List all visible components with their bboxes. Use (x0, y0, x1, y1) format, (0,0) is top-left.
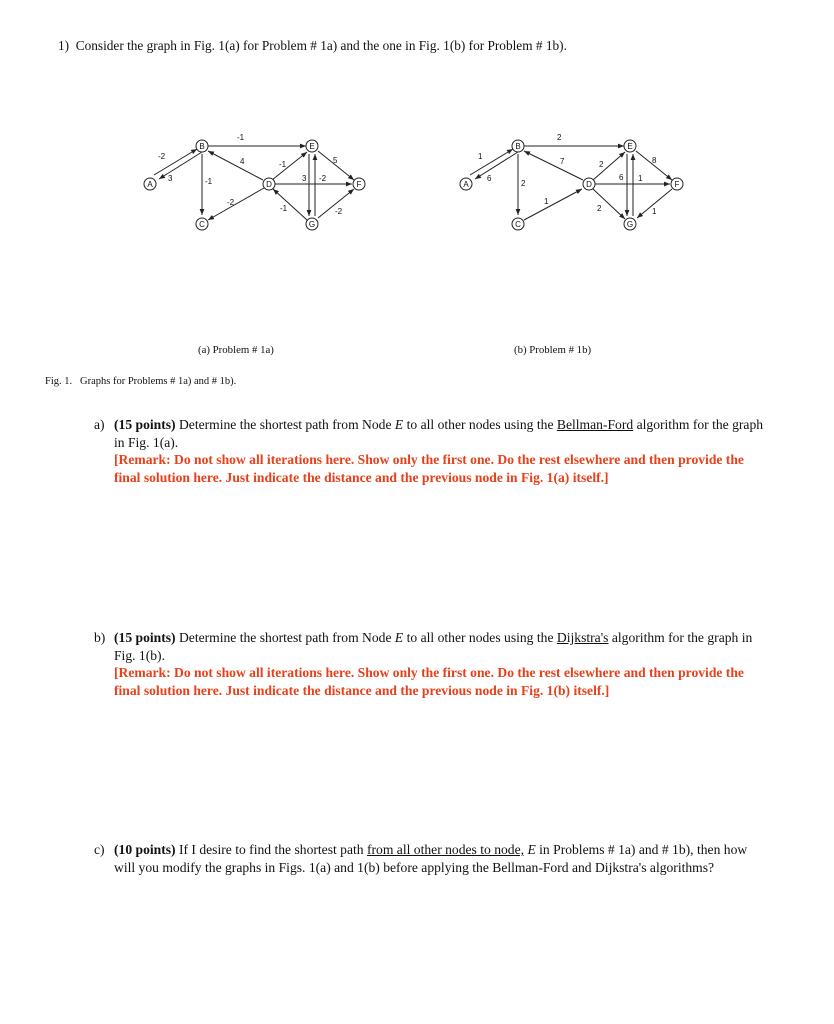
part-a (94, 416, 764, 486)
part-a-node: E (394, 417, 404, 432)
part-a-remark: [Remark: Do not show all iterations here. Show only the first one. Do the rest elsewhere and then provide the final solution here. Just indicate the distance and the previous node in Fig. 1(a) itself.] (114, 452, 744, 485)
part-a-algorithm: Bellman-Ford (556, 417, 634, 432)
subcaption-b: (b) Problem # 1b) (514, 344, 592, 356)
subcaption-a: (a) Problem # 1a) (198, 344, 274, 356)
node-c (196, 218, 208, 230)
weight-d-e: 2 (599, 160, 604, 169)
weight-g-e: 1 (638, 174, 643, 183)
weight-e-f: 8 (652, 156, 657, 165)
edge-a-b (470, 149, 513, 175)
part-b-node: E (394, 630, 404, 645)
part-b-points: (15 points) (114, 630, 176, 645)
edge-b-a (159, 152, 202, 179)
svg-text:F: F (674, 180, 680, 189)
weight-e-f: 5 (333, 156, 338, 165)
part-a-points: (15 points) (114, 417, 176, 432)
part-a-text2: to all other nodes using the (406, 417, 554, 432)
weight-b-d: 7 (560, 157, 565, 166)
node-b (512, 140, 524, 152)
svg-text:E: E (309, 142, 315, 151)
svg-text:D: D (266, 180, 272, 189)
weight-b-c: 2 (521, 179, 526, 188)
node-d (583, 178, 595, 190)
svg-text:G: G (626, 220, 634, 229)
weight-e-g: 3 (302, 174, 307, 183)
node-d (263, 178, 275, 190)
weight-g-e: -2 (319, 174, 327, 183)
svg-text:G: G (308, 220, 316, 229)
node-f (353, 178, 365, 190)
weight-d-c: -2 (227, 198, 235, 207)
weight-f-g: 1 (652, 207, 657, 216)
weight-g-f: -2 (335, 207, 343, 216)
weight-d-e: -1 (279, 160, 287, 169)
weight-a-b: 1 (478, 152, 483, 161)
node-a (144, 178, 156, 190)
node-c (512, 218, 524, 230)
question-1-intro (58, 38, 567, 54)
node-g (624, 218, 636, 230)
svg-text:F: F (356, 180, 362, 189)
svg-text:C: C (515, 220, 521, 229)
weight-d-g: 2 (597, 204, 602, 213)
part-b (94, 629, 764, 699)
svg-text:E: E (627, 142, 633, 151)
part-c-text2: in Problems # 1a) and # 1b), then how will you modify the graphs in Figs. 1(a) and 1(b) before applying the Bellman-Ford and Dijkstra's algorithms? (114, 842, 748, 875)
part-c-underlined: from all other nodes to node, (366, 842, 525, 857)
svg-text:C: C (199, 220, 205, 229)
part-b-question (114, 629, 764, 664)
edge-d-b (208, 151, 263, 180)
node-b (196, 140, 208, 152)
svg-text:A: A (463, 180, 469, 189)
part-b-remark: [Remark: Do not show all iterations here. Show only the first one. Do the rest elsewhere and then provide the final solution here. Just indicate the distance and the previous node in Fig. 1(b) itself.] (114, 665, 744, 698)
part-c-label: c) (94, 842, 105, 857)
part-a-label: a) (94, 417, 105, 432)
node-f (671, 178, 683, 190)
weight-g-d: -1 (280, 204, 288, 213)
weight-c-d: 1 (544, 197, 549, 206)
edge-g-d (273, 189, 307, 220)
weight-b-a: 3 (168, 174, 173, 183)
part-b-text3: algorithm for the graph in Fig. 1(b). (114, 630, 753, 663)
part-b-algorithm: Dijkstra's (556, 630, 609, 645)
part-c-text1: If I desire to find the shortest path (178, 842, 364, 857)
part-c-question (114, 841, 764, 876)
svg-text:A: A (147, 180, 153, 189)
node-g (306, 218, 318, 230)
node-e (624, 140, 636, 152)
edge-d-b (524, 151, 583, 180)
weight-a-b: -2 (158, 152, 166, 161)
weight-e-g: 6 (619, 173, 624, 182)
node-e (306, 140, 318, 152)
weight-b-d: 4 (240, 157, 245, 166)
weight-b-e: -1 (237, 133, 245, 142)
question-text: Consider the graph in Fig. 1(a) for Problem # 1a) and the one in Fig. 1(b) for Problem # 1b). (75, 38, 567, 53)
part-c-node: E (527, 842, 536, 857)
svg-text:B: B (515, 142, 521, 151)
part-b-text2: to all other nodes using the (406, 630, 554, 645)
part-b-label: b) (94, 630, 106, 645)
weight-b-e: 2 (557, 133, 562, 142)
part-c (94, 841, 764, 876)
weight-b-a: 6 (487, 174, 492, 183)
part-c-points: (10 points) (114, 842, 176, 857)
weight-b-c: -1 (205, 177, 213, 186)
part-b-text1: Determine the shortest path from Node (178, 630, 392, 645)
edge-c-d (524, 189, 582, 220)
node-a (460, 178, 472, 190)
edge-d-c (208, 188, 264, 220)
part-a-text3: algorithm for the graph in Fig. 1(a). (114, 417, 764, 450)
graph-a (130, 120, 380, 245)
part-a-question (114, 416, 764, 451)
figure-caption: Fig. 1. Graphs for Problems # 1a) and # 1b). (45, 376, 237, 387)
svg-text:B: B (199, 142, 205, 151)
part-a-text1: Determine the shortest path from Node (178, 417, 392, 432)
question-number: 1) (58, 38, 70, 53)
svg-text:D: D (586, 180, 592, 189)
graph-b (449, 120, 699, 245)
